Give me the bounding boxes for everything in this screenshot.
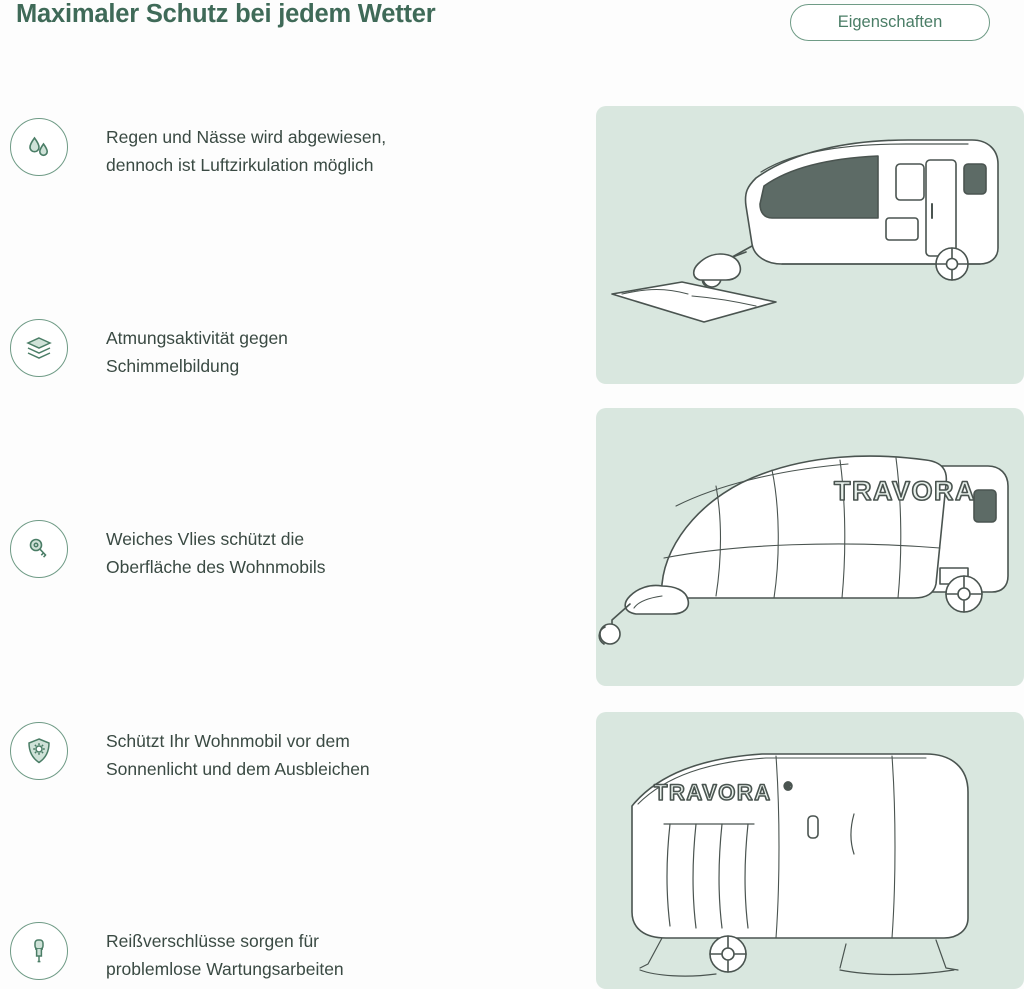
feature-text bbox=[106, 123, 386, 180]
feature-item-uv bbox=[10, 722, 550, 784]
feature-text-line1: Schützt Ihr Wohnmobil vor dem bbox=[106, 731, 350, 751]
feature-text bbox=[106, 525, 326, 582]
feature-text-line1: Atmungsaktivität gegen bbox=[106, 328, 288, 348]
layers-icon bbox=[10, 319, 68, 377]
caravan-uncovered-illustration bbox=[596, 106, 1024, 384]
key-icon bbox=[10, 520, 68, 578]
cover-watermark: TRAVORA bbox=[834, 476, 976, 506]
feature-item-zipper bbox=[10, 922, 550, 984]
page-title: Maximaler Schutz bei jedem Wetter bbox=[16, 0, 436, 28]
feature-text-line2: dennoch ist Luftzirkulation möglich bbox=[106, 155, 374, 176]
feature-text bbox=[106, 324, 288, 381]
zipper-icon bbox=[10, 922, 68, 980]
caravan-fully-covered-illustration bbox=[596, 712, 1024, 989]
feature-item-water bbox=[10, 118, 550, 180]
caravan-partially-covered-illustration bbox=[596, 408, 1024, 686]
feature-text-line2: Sonnenlicht und dem Ausbleichen bbox=[106, 759, 370, 780]
feature-text-line2: Oberfläche des Wohnmobils bbox=[106, 557, 326, 578]
feature-text-line2: problemlose Wartungsarbeiten bbox=[106, 959, 344, 980]
feature-text bbox=[106, 927, 344, 984]
feature-item-fleece bbox=[10, 520, 550, 582]
feature-text-line1: Weiches Vlies schützt die bbox=[106, 529, 305, 549]
water-drops-icon bbox=[10, 118, 68, 176]
shield-sun-icon bbox=[10, 722, 68, 780]
feature-text-line1: Reißverschlüsse sorgen für bbox=[106, 931, 319, 951]
cover-watermark: TRAVORA bbox=[654, 780, 772, 805]
feature-text-line1: Regen und Nässe wird abgewiesen, bbox=[106, 127, 387, 147]
feature-item-breathable bbox=[10, 319, 550, 381]
feature-text-line2: Schimmelbildung bbox=[106, 356, 240, 377]
feature-text bbox=[106, 727, 370, 784]
status-badge-label: Eigenschaften bbox=[837, 13, 943, 31]
status-badge bbox=[790, 4, 990, 41]
svg-text:®: ® bbox=[784, 781, 794, 793]
